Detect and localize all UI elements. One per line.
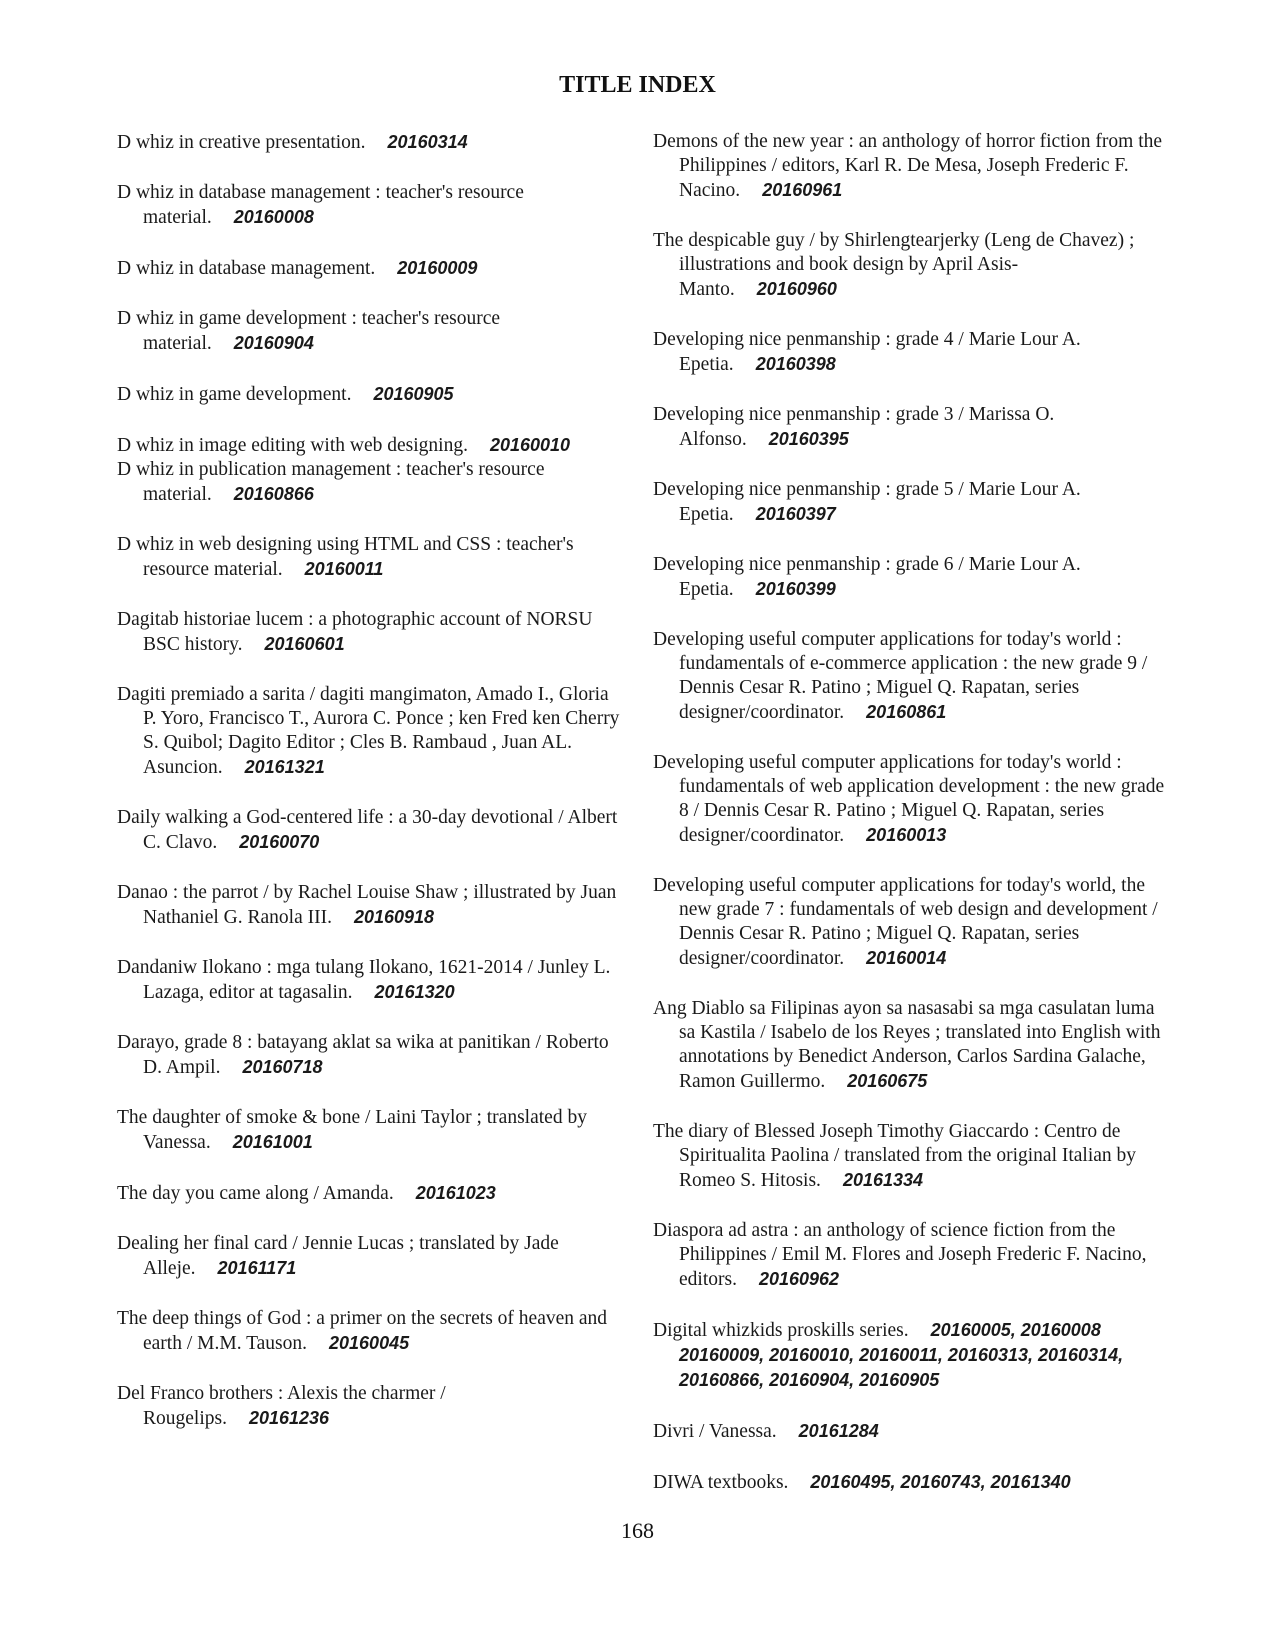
entry-accession-numbers: 20160960	[756, 279, 837, 299]
index-entry	[117, 1106, 622, 1155]
page-number: 168	[621, 1518, 654, 1543]
entry-accession-numbers: 20161320	[374, 982, 455, 1002]
index-entry	[117, 1181, 622, 1206]
index-entry	[117, 683, 622, 780]
entry-accession-numbers: 20161171	[217, 1258, 297, 1278]
index-entry	[653, 628, 1165, 725]
entry-accession-numbers: 20160045	[329, 1333, 410, 1353]
index-entry	[653, 1318, 1165, 1393]
entry-accession-numbers: 20160011	[304, 559, 384, 579]
entry-title: Digital whizkids proskills series.	[653, 1320, 909, 1341]
index-entry	[653, 1419, 1165, 1444]
entry-title: The daughter of smoke & bone / Laini Taylor ; translated by Vanessa.	[117, 1107, 587, 1153]
index-entry	[117, 458, 622, 507]
entry-title: Divri / Vanessa.	[653, 1421, 777, 1442]
entry-accession-numbers: 20160009	[397, 258, 478, 278]
entry-title: Dandaniw Ilokano : mga tulang Ilokano, 1621-2014 / Junley L. Lazaga, editor at tagasalin.	[117, 957, 611, 1003]
entry-title: The diary of Blessed Joseph Timothy Giaccardo : Centro de Spiritualita Paolina / translated from the original Italian by Romeo S. Hitosis.	[653, 1121, 1137, 1191]
index-entry	[653, 1120, 1165, 1193]
entry-title: Daily walking a God-centered life : a 30-day devotional / Albert C. Clavo.	[117, 807, 618, 853]
entry-title: Developing useful computer applications for today's world : fundamentals of e-commerce application : the new grade 9 / Dennis Cesar R. Patino ; Miguel Q. Rapatan, series designer/coordinator.	[653, 629, 1148, 723]
entry-accession-numbers: 20160601	[264, 634, 345, 654]
entry-title: Diaspora ad astra : an anthology of science fiction from the Philippines / Emil M. Flores and Joseph Frederic F. Nacino, editors.	[653, 1220, 1147, 1290]
entry-title: Developing nice penmanship : grade 5 / Marie Lour A. Epetia.	[653, 479, 1081, 525]
entry-accession-numbers: 20160395	[768, 429, 849, 449]
entry-accession-numbers: 20160961	[762, 180, 843, 200]
index-entry	[653, 751, 1165, 848]
entry-accession-numbers: 20160070	[239, 832, 320, 852]
entry-accession-numbers: 20160314	[387, 132, 468, 152]
index-entry	[653, 1470, 1165, 1495]
entry-title: Demons of the new year : an anthology of horror fiction from the Philippines / editors, Karl R. De Mesa, Joseph Frederic F. Nacino.	[653, 131, 1163, 201]
index-entry	[117, 881, 622, 930]
entry-title: D whiz in database management.	[117, 258, 376, 279]
index-entry	[117, 1382, 622, 1431]
index-entry	[117, 1031, 622, 1080]
index-entry	[117, 256, 622, 281]
index-entry	[117, 181, 622, 230]
entry-accession-numbers: 20160718	[242, 1057, 323, 1077]
index-entry	[117, 608, 622, 657]
entry-accession-numbers: 20160675	[847, 1071, 928, 1091]
entry-title: The day you came along / Amanda.	[117, 1183, 394, 1204]
entry-accession-numbers: 20160397	[755, 504, 836, 524]
index-entry	[117, 130, 622, 155]
entry-accession-numbers: 20160005, 20160008 20160009, 20160010, 20160011, 20160313, 20160314, 20160866, 20160904, 20160905	[679, 1320, 1124, 1390]
entry-title: D whiz in publication management : teacher's resource material.	[117, 459, 545, 505]
entry-title: D whiz in creative presentation.	[117, 132, 366, 153]
entry-accession-numbers: 20160010	[489, 435, 571, 455]
entry-title: Danao : the parrot / by Rachel Louise Shaw ; illustrated by Juan Nathaniel G. Ranola III.	[117, 882, 617, 928]
entry-title: Developing useful computer applications for today's world : fundamentals of web application development : the new grade 8 / Dennis Cesar R. Patino ; Miguel Q. Rapatan, series designer/coordinator.	[653, 752, 1165, 846]
entry-accession-numbers: 20161236	[248, 1408, 330, 1428]
entry-title: D whiz in game development : teacher's resource material.	[117, 308, 501, 354]
entry-accession-numbers: 20160918	[353, 907, 435, 927]
entry-title: DIWA textbooks.	[653, 1472, 789, 1493]
entry-accession-numbers: 20161334	[842, 1170, 924, 1190]
index-entry	[653, 130, 1165, 203]
index-entry	[117, 382, 622, 407]
entry-title: Developing nice penmanship : grade 3 / Marissa O. Alfonso.	[653, 404, 1055, 450]
entry-accession-numbers: 20161284	[798, 1421, 879, 1441]
entry-title: The despicable guy / by Shirlengtearjerky (Leng de Chavez) ; illustrations and book design by April Asis-Manto.	[653, 230, 1135, 300]
entry-title: Dagitab historiae lucem : a photographic account of NORSU BSC history.	[117, 609, 593, 655]
entry-accession-numbers: 20161321	[244, 757, 325, 777]
entry-accession-numbers: 20160008	[233, 207, 314, 227]
entry-accession-numbers: 20160495, 20160743, 20161340	[810, 1472, 1071, 1492]
index-entry	[653, 478, 1165, 527]
left-column	[117, 130, 622, 1457]
entry-accession-numbers: 20160014	[866, 948, 947, 968]
index-entry	[117, 806, 622, 855]
entry-title: D whiz in web designing using HTML and CSS : teacher's resource material.	[117, 534, 574, 580]
index-entry	[653, 328, 1165, 377]
entry-title: Darayo, grade 8 : batayang aklat sa wika at panitikan / Roberto D. Ampil.	[117, 1032, 609, 1078]
entry-accession-numbers: 20160905	[373, 384, 454, 404]
index-entry	[653, 553, 1165, 602]
index-entry	[117, 956, 622, 1005]
entry-accession-numbers: 20160866	[233, 484, 314, 504]
entry-accession-numbers: 20161001	[232, 1132, 313, 1152]
entry-title: Del Franco brothers : Alexis the charmer / Rougelips.	[117, 1383, 446, 1429]
index-entry	[653, 1219, 1165, 1292]
index-entry	[653, 229, 1165, 302]
entry-accession-numbers: 20160013	[866, 825, 947, 845]
entry-accession-numbers: 20160962	[758, 1269, 840, 1289]
entry-title: The deep things of God : a primer on the secrets of heaven and earth / M.M. Tauson.	[117, 1308, 608, 1354]
page-title: TITLE INDEX	[559, 72, 716, 98]
index-entry	[117, 1232, 622, 1281]
entry-title: D whiz in game development.	[117, 384, 352, 405]
entry-title: D whiz in image editing with web designing.	[117, 435, 468, 456]
index-entry	[117, 1307, 622, 1356]
index-entry	[653, 997, 1165, 1094]
entry-title: Dealing her final card / Jennie Lucas ; translated by Jade Alleje.	[117, 1233, 559, 1279]
index-entry	[117, 433, 622, 458]
index-entry	[117, 533, 622, 582]
entry-title: Developing useful computer applications for today's world, the new grade 7 : fundamentals of web design and development / Dennis Cesar R. Patino ; Miguel Q. Rapatan, series designer/coordinator.	[653, 875, 1158, 969]
entry-accession-numbers: 20161023	[415, 1183, 496, 1203]
entry-title: Dagiti premiado a sarita / dagiti mangimaton, Amado I., Gloria P. Yoro, Francisco T., Aurora C. Ponce ; ken Fred ken Cherry S. Quibol; Dagito Editor ; Cles B. Rambaud , Juan AL. Asuncion.	[117, 684, 620, 778]
index-entry	[653, 874, 1165, 971]
entry-accession-numbers: 20160398	[755, 354, 836, 374]
entry-accession-numbers: 20160861	[866, 702, 947, 722]
right-column	[653, 130, 1165, 1521]
index-entry	[117, 307, 622, 356]
entry-accession-numbers: 20160904	[233, 333, 314, 353]
index-entry	[653, 403, 1165, 452]
entry-title: Ang Diablo sa Filipinas ayon sa nasasabi sa mga casulatan luma sa Kastila / Isabelo de los Reyes ; translated into English with annotations by Benedict Anderson, Carlos Sardina Galache, Ramon Guillermo.	[653, 998, 1161, 1092]
entry-title: Developing nice penmanship : grade 6 / Marie Lour A. Epetia.	[653, 554, 1081, 600]
entry-title: D whiz in database management : teacher's resource material.	[117, 182, 524, 228]
entry-accession-numbers: 20160399	[755, 579, 836, 599]
entry-title: Developing nice penmanship : grade 4 / Marie Lour A. Epetia.	[653, 329, 1081, 375]
